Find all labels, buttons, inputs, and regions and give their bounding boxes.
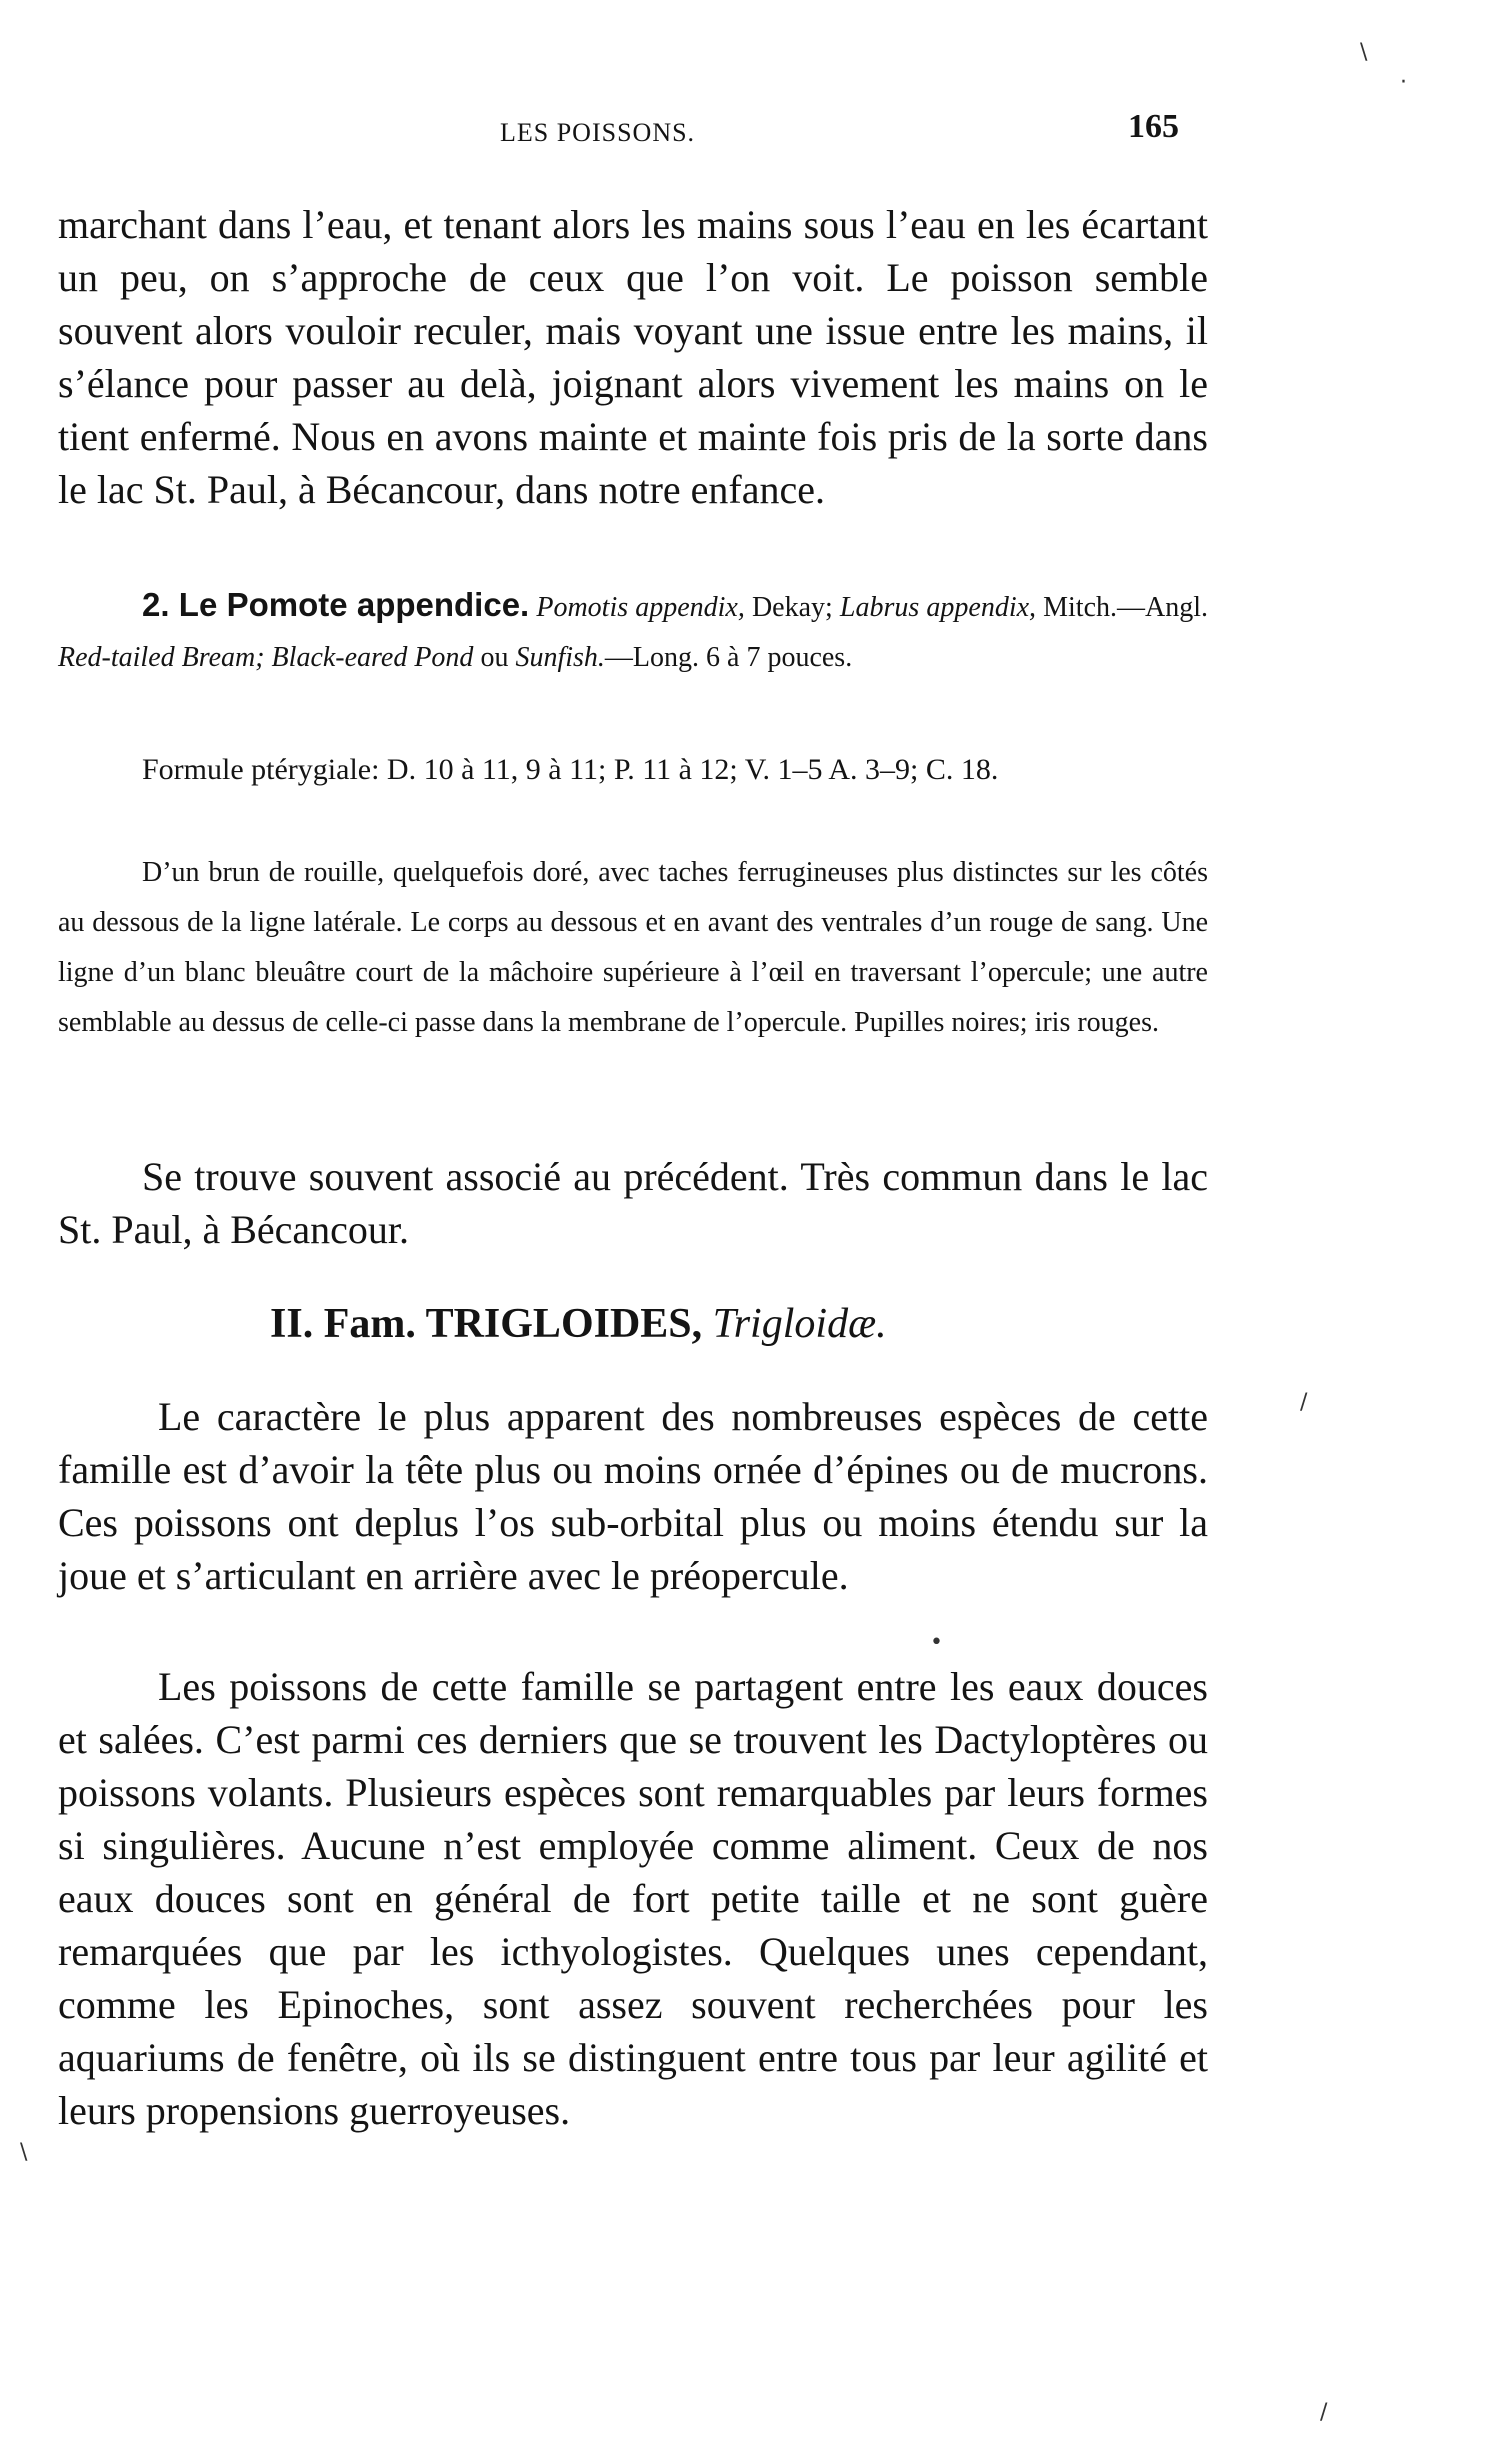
scan-mark: / <box>1320 2400 1328 2425</box>
species-or: ou <box>473 642 516 673</box>
species-length: —Long. 6 à 7 pouces. <box>604 642 853 673</box>
species-description: D’un brun de rouille, quelquefois doré, avec taches ferrugineuses plus distinctes sur les côtés au dessous de la ligne latérale. Le corps au dessous et en avant des ventrales d’un rouge de sang. Une ligne d’un blanc bleuâtre court de la mâchoire supérieure à l’œil en traversant l’opercule; une autre semblable au dessus de celle-ci passe dans la membrane de l’opercule. Pupilles noires; iris rouges. <box>58 857 1208 1038</box>
family-latin-name: Trigloidæ. <box>712 1301 887 1347</box>
scan-mark: • <box>930 1630 943 1655</box>
species-entry <box>58 580 1208 683</box>
paragraph-intro: marchant dans l’eau, et tenant alors les mains sous l’eau en les écartant un peu, on s’approche de ceux que l’on voit. Le poisson semble souvent alors vouloir reculer, mais voyant une issue entre les mains, il s’élance pour passer au delà, joignant alors vivement les mains on le tient enfermé. Nous en avons mainte et mainte fois pris de la sorte dans le lac St. Paul, à Bécancour, dans notre enfance. <box>58 202 1208 512</box>
species-authority-2: Mitch.—Angl. <box>1036 592 1209 623</box>
family-heading <box>270 1300 887 1348</box>
scan-mark: / <box>1300 1390 1308 1415</box>
family-label: II. Fam. TRIGLOIDES, <box>270 1301 703 1347</box>
family-paragraph-1: Le caractère le plus apparent des nombreuses espèces de cette famille est d’avoir la tête plus ou moins ornée d’épines ou de mucrons. Ces poissons ont deplus l’os sub-orbital plus ou moins étendu sur la joue et s’articulant en arrière avec le préopercule. <box>58 1394 1208 1598</box>
species-latin-1: Pomotis appendix, <box>536 592 745 623</box>
scan-mark: · <box>1400 70 1407 95</box>
species-authority-1: Dekay; <box>744 592 840 623</box>
page-number: 165 <box>1128 108 1179 145</box>
scan-mark: \ <box>20 2140 28 2165</box>
family-paragraph-2: Les poissons de cette famille se partagent entre les eaux douces et salées. C’est parmi ces derniers que se trouvent les Dactyloptères ou poissons volants. Plusieurs espèces sont remarquables par leurs formes si singulières. Aucune n’est employée comme aliment. Ceux de nos eaux douces sont en général de fort petite taille et ne sont guère remarquées que par les icthyologistes. Quelques unes cependant, comme les Epinoches, sont assez souvent recherchées pour les aquariums de fenêtre, où ils se distinguent entre tous par leur agilité et leurs propensions guerroyeuses. <box>58 1664 1208 2133</box>
species-latin-2: Labrus appendix, <box>839 592 1037 623</box>
species-english-name: Red-tailed Bream; Black-eared Pond <box>58 642 474 673</box>
species-english-name-2: Sunfish. <box>515 642 605 673</box>
running-head: LES POISSONS. <box>500 118 696 147</box>
species-title: 2. Le Pomote appendice. <box>142 586 530 623</box>
species-habitat: Se trouve souvent associé au précédent. Très commun dans le lac St. Paul, à Bécancour. <box>58 1154 1208 1252</box>
fin-formula: Formule ptérygiale: D. 10 à 11, 9 à 11; P. 11 à 12; V. 1–5 A. 3–9; C. 18. <box>142 753 999 786</box>
scan-mark: \ <box>1360 40 1368 65</box>
